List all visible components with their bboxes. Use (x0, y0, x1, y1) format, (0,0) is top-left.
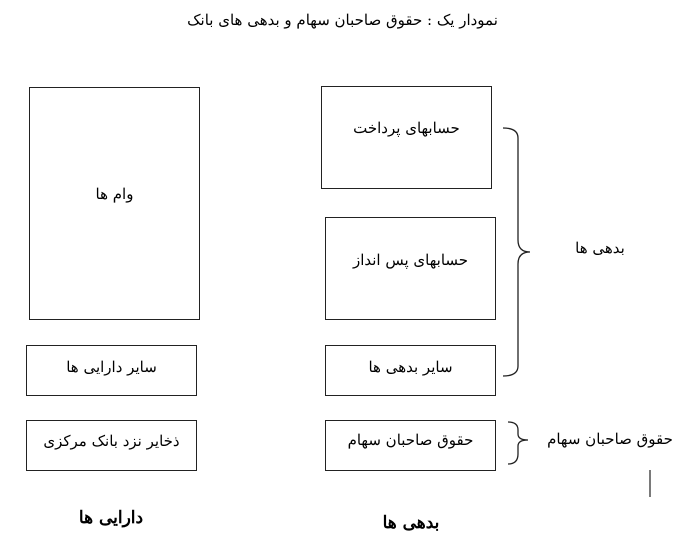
central-bank-reserves-label: ذخایر نزد بانک مرکزی (43, 432, 180, 450)
loans-label: وام ها (95, 185, 134, 203)
savings-accounts-label: حسابهای پس انداز (352, 251, 469, 269)
payment-accounts-label: حسابهای پرداخت (353, 119, 460, 137)
liabilities-heading: بدهی ها (382, 513, 440, 533)
diagram-title: نمودار یک : حقوق صاحبان سهام و بدهی های بانک (187, 11, 498, 29)
other-liabilities-label: سایر بدهی ها (368, 358, 453, 376)
debts-bracket-label: بدهی ها (575, 239, 625, 257)
shareholders-equity-label: حقوق صاحبان سهام (347, 431, 474, 449)
equity-bracket (508, 422, 528, 464)
equity-bracket-label: حقوق صاحبان سهام (547, 430, 673, 448)
assets-heading: دارایی ها (78, 508, 144, 528)
other-assets-label: سایر دارایی ها (66, 358, 157, 376)
debts-bracket (503, 128, 530, 376)
